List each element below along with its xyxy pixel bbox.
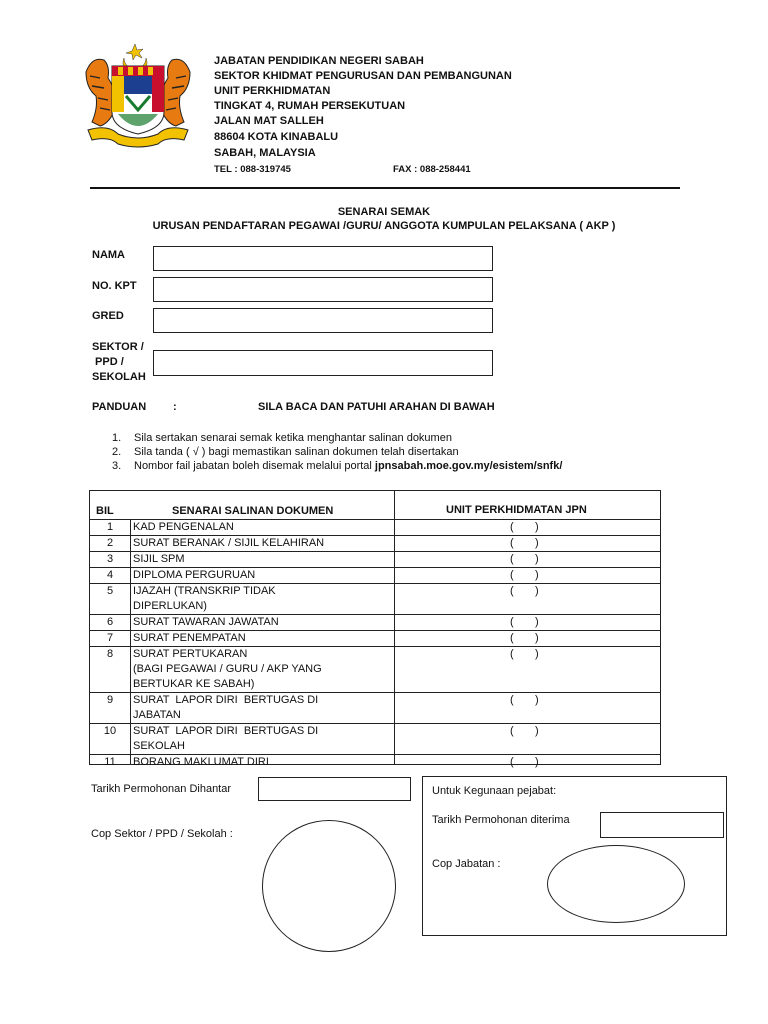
field-kpt[interactable] bbox=[153, 277, 493, 302]
header-divider bbox=[90, 187, 680, 189]
header-line-6: 88604 KOTA KINABALU bbox=[214, 131, 339, 143]
header-line-7: SABAH, MALAYSIA bbox=[214, 147, 316, 159]
document-name: (BAGI PEGAWAI / GURU / AKP YANG bbox=[133, 663, 322, 675]
row-number: 10 bbox=[103, 725, 117, 737]
row-number: 7 bbox=[106, 632, 114, 644]
label-sektor-line-1: SEKTOR / bbox=[92, 341, 144, 353]
header-tel: TEL : 088-319745 bbox=[214, 164, 291, 175]
label-sektor-line-3: SEKOLAH bbox=[92, 371, 146, 383]
header-bil: BIL bbox=[96, 505, 114, 517]
checkbox-mark[interactable]: ( ) bbox=[510, 648, 539, 660]
document-name: DIPLOMA PERGURUAN bbox=[133, 569, 256, 581]
label-kegunaan-pejabat: Untuk Kegunaan pejabat: bbox=[432, 785, 557, 797]
row-number: 11 bbox=[104, 756, 116, 768]
document-name: BERTUKAR KE SABAH) bbox=[133, 678, 255, 690]
label-tarikh-diterima: Tarikh Permohonan diterima bbox=[432, 814, 570, 826]
checkbox-mark[interactable]: ( ) bbox=[510, 553, 539, 565]
header-line-3: UNIT PERKHIDMATAN bbox=[214, 85, 331, 97]
label-gred: GRED bbox=[92, 310, 124, 322]
document-name: SIJIL SPM bbox=[133, 553, 185, 565]
checkbox-mark[interactable]: ( ) bbox=[510, 756, 539, 768]
document-name: SURAT PERTUKARAN bbox=[133, 648, 248, 660]
label-tarikh-dihantar: Tarikh Permohonan Dihantar bbox=[91, 783, 232, 795]
document-name: DIPERLUKAN) bbox=[133, 600, 207, 612]
header-line-5: JALAN MAT SALLEH bbox=[214, 115, 324, 127]
checkbox-mark[interactable]: ( ) bbox=[510, 537, 539, 549]
row-number: 2 bbox=[106, 537, 114, 549]
checkbox-mark[interactable]: ( ) bbox=[510, 521, 539, 533]
document-name: SEKOLAH bbox=[133, 740, 185, 752]
header-fax: FAX : 088-258441 bbox=[393, 164, 471, 175]
instruction-number: 2. bbox=[112, 446, 122, 458]
panduan-colon: : bbox=[173, 401, 177, 413]
row-number: 3 bbox=[106, 553, 114, 565]
label-nama: NAMA bbox=[92, 249, 125, 261]
field-tarikh-dihantar[interactable] bbox=[258, 777, 411, 801]
document-name: SURAT LAPOR DIRI BERTUGAS DI bbox=[133, 694, 319, 706]
row-number: 1 bbox=[106, 521, 114, 533]
instruction-number: 3. bbox=[112, 460, 122, 472]
instruction-text: Sila tanda ( √ ) bagi memastikan salinan dokumen telah disertakan bbox=[134, 446, 459, 458]
header-line-2: SEKTOR KHIDMAT PENGURUSAN DAN PEMBANGUNAN bbox=[214, 70, 512, 82]
checkbox-mark[interactable]: ( ) bbox=[510, 694, 539, 706]
instruction-number: 1. bbox=[112, 432, 122, 444]
label-sektor bbox=[92, 340, 146, 385]
document-name: BORANG MAKLUMAT DIRI bbox=[133, 756, 269, 768]
document-name: IJAZAH (TRANSKRIP TIDAK bbox=[133, 585, 276, 597]
checkbox-mark[interactable]: ( ) bbox=[510, 616, 539, 628]
instruction-text: Sila sertakan senarai semak ketika menghantar salinan dokumen bbox=[134, 432, 452, 444]
header-line-1: JABATAN PENDIDIKAN NEGERI SABAH bbox=[214, 55, 424, 67]
instruction-item bbox=[112, 431, 452, 445]
document-name: SURAT BERANAK / SIJIL KELAHIRAN bbox=[133, 537, 325, 549]
portal-link[interactable]: jpnsabah.moe.gov.my/esistem/snfk/ bbox=[374, 460, 563, 472]
header-unit: UNIT PERKHIDMATAN JPN bbox=[446, 504, 587, 516]
document-checklist-table bbox=[89, 490, 661, 768]
document-name: KAD PENGENALAN bbox=[133, 521, 234, 533]
label-cop-sektor: Cop Sektor / PPD / Sekolah : bbox=[91, 828, 233, 840]
checkbox-mark[interactable]: ( ) bbox=[510, 569, 539, 581]
label-cop-jabatan: Cop Jabatan : bbox=[432, 858, 501, 870]
instruction-item bbox=[112, 445, 459, 459]
panduan-text: SILA BACA DAN PATUHI ARAHAN DI BAWAH bbox=[258, 401, 495, 413]
instruction-item bbox=[112, 459, 562, 473]
row-number: 5 bbox=[106, 585, 114, 597]
document-title: SENARAI SEMAK bbox=[337, 206, 431, 218]
header-line-4: TINGKAT 4, RUMAH PERSEKUTUAN bbox=[214, 100, 406, 112]
stamp-circle-sektor[interactable] bbox=[262, 820, 396, 952]
row-number: 9 bbox=[106, 694, 114, 706]
document-subtitle: URUSAN PENDAFTARAN PEGAWAI /GURU/ ANGGOTA KUMPULAN PELAKSANA ( AKP ) bbox=[152, 220, 616, 232]
label-kpt: NO. KPT bbox=[92, 280, 137, 292]
table-divider bbox=[130, 519, 131, 764]
field-sektor[interactable] bbox=[153, 350, 493, 376]
checkbox-mark[interactable]: ( ) bbox=[510, 725, 539, 737]
row-number: 8 bbox=[106, 648, 114, 660]
checkbox-mark[interactable]: ( ) bbox=[510, 585, 539, 597]
header-documents: SENARAI SALINAN DOKUMEN bbox=[172, 505, 334, 517]
document-name: SURAT LAPOR DIRI BERTUGAS DI bbox=[133, 725, 319, 737]
row-number: 6 bbox=[106, 616, 114, 628]
field-nama[interactable] bbox=[153, 246, 493, 271]
document-name: JABATAN bbox=[133, 709, 181, 721]
stamp-circle-jabatan[interactable] bbox=[547, 845, 685, 923]
document-name: SURAT PENEMPATAN bbox=[133, 632, 246, 644]
panduan-label: PANDUAN bbox=[92, 401, 147, 413]
coat-of-arms-logo bbox=[78, 42, 198, 154]
row-number: 4 bbox=[106, 569, 114, 581]
field-gred[interactable] bbox=[153, 308, 493, 333]
document-name: SURAT TAWARAN JAWATAN bbox=[133, 616, 279, 628]
field-tarikh-diterima[interactable] bbox=[600, 812, 724, 838]
instruction-text: Nombor fail jabatan boleh disemak melalui portal bbox=[134, 460, 375, 472]
label-sektor-line-2: PPD / bbox=[92, 356, 124, 368]
checkbox-mark[interactable]: ( ) bbox=[510, 632, 539, 644]
